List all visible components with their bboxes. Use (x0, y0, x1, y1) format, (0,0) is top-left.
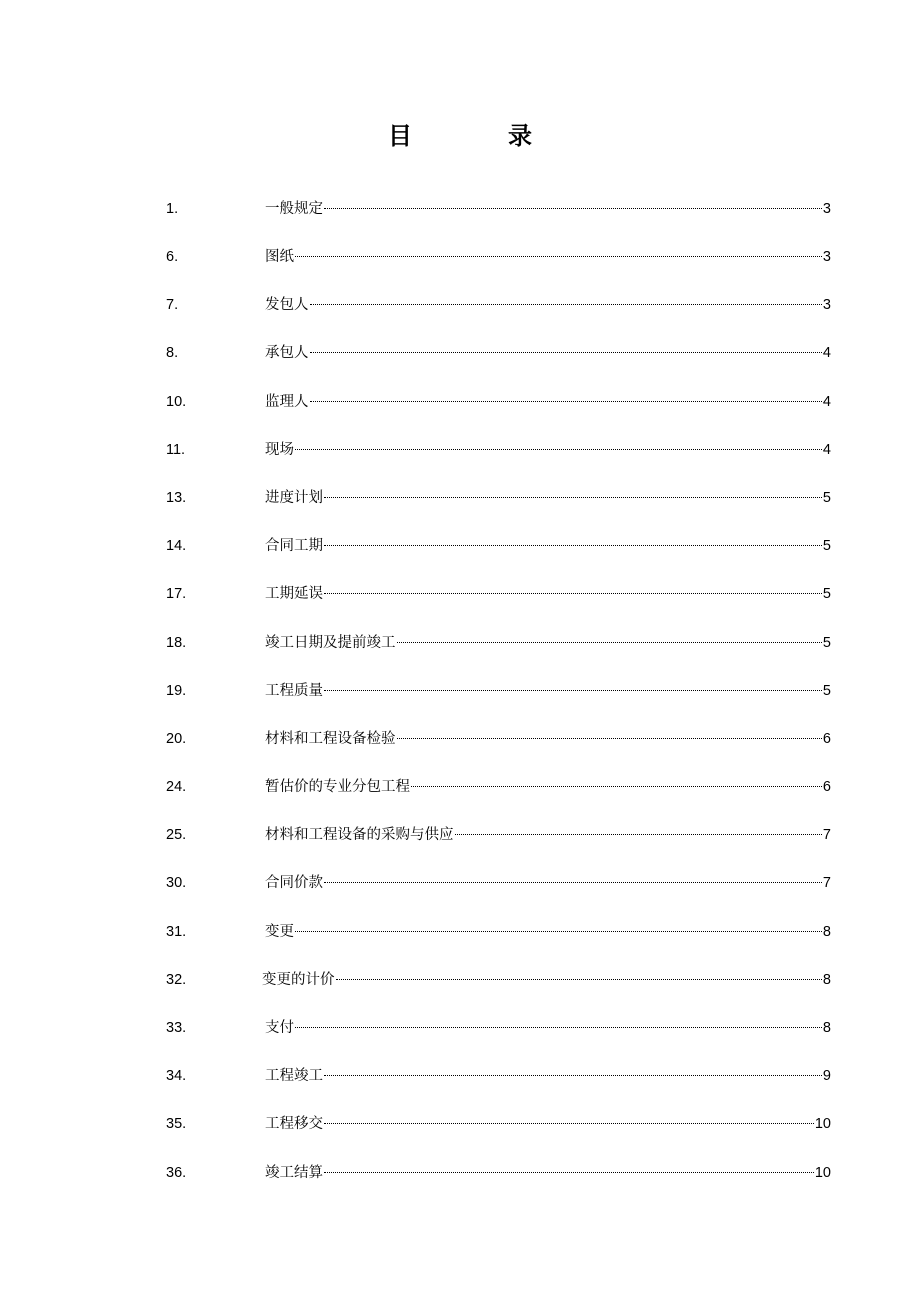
toc-page-number: 5 (822, 586, 831, 602)
toc-number: 14. (166, 538, 187, 554)
toc-dot-leader (411, 786, 822, 787)
toc-row[interactable] (0, 824, 920, 846)
toc-dot-leader (324, 690, 822, 691)
toc-row[interactable] (0, 391, 920, 413)
toc-row[interactable] (0, 776, 920, 798)
toc-label: 变更 (265, 924, 294, 940)
toc-page-number: 8 (822, 972, 831, 988)
toc-number: 17. (166, 586, 187, 602)
toc-page-number: 4 (822, 345, 831, 361)
toc-number: 34. (166, 1068, 187, 1084)
toc-number: 10. (166, 394, 187, 410)
toc-entry (265, 342, 831, 364)
toc-entry (265, 728, 831, 750)
toc-label: 承包人 (265, 345, 309, 361)
toc-number: 1. (166, 201, 179, 217)
toc-entry (265, 824, 831, 846)
toc-dot-leader (310, 352, 822, 353)
toc-dot-leader (324, 208, 822, 209)
toc-label: 竣工日期及提前竣工 (265, 635, 396, 651)
toc-label: 监理人 (265, 394, 309, 410)
toc-entry (265, 1065, 831, 1087)
toc-row[interactable] (0, 969, 920, 991)
toc-label: 竣工结算 (265, 1165, 323, 1181)
toc-dot-leader (324, 545, 822, 546)
toc-row[interactable] (0, 246, 920, 268)
toc-row[interactable] (0, 632, 920, 654)
toc-row[interactable] (0, 487, 920, 509)
toc-row[interactable] (0, 680, 920, 702)
document-title: 目 录 (388, 122, 568, 150)
toc-dot-leader (324, 1123, 814, 1124)
toc-dot-leader (324, 1172, 814, 1173)
toc-label: 支付 (265, 1020, 294, 1036)
toc-number: 6. (166, 249, 179, 265)
toc-entry (265, 776, 831, 798)
toc-row[interactable] (0, 1162, 920, 1184)
toc-label: 材料和工程设备的采购与供应 (265, 827, 454, 843)
toc-entry (265, 1113, 831, 1135)
toc-dot-leader (295, 931, 822, 932)
toc-number: 11. (166, 442, 186, 458)
toc-label: 工程质量 (265, 683, 323, 699)
toc-entry (262, 969, 831, 991)
toc-page-number: 9 (822, 1068, 831, 1084)
toc-row[interactable] (0, 583, 920, 605)
toc-label: 暂估价的专业分包工程 (265, 779, 410, 795)
toc-entry (265, 583, 831, 605)
toc-page-number: 4 (822, 442, 831, 458)
toc-page-number: 10 (814, 1165, 831, 1181)
toc-row[interactable] (0, 872, 920, 894)
toc-label: 工程移交 (265, 1116, 323, 1132)
toc-dot-leader (336, 979, 822, 980)
toc-number: 20. (166, 731, 187, 747)
toc-entry (265, 632, 831, 654)
toc-number: 35. (166, 1116, 187, 1132)
toc-page-number: 7 (822, 827, 831, 843)
toc-label: 变更的计价 (262, 972, 335, 988)
toc-page-number: 8 (822, 1020, 831, 1036)
toc-page-number: 6 (822, 779, 831, 795)
toc-label: 材料和工程设备检验 (265, 731, 396, 747)
toc-page-number: 5 (822, 490, 831, 506)
toc-row[interactable] (0, 728, 920, 750)
toc-page-number: 7 (822, 875, 831, 891)
toc-entry (265, 487, 831, 509)
toc-row[interactable] (0, 1065, 920, 1087)
toc-page-number: 3 (822, 249, 831, 265)
toc-number: 8. (166, 345, 179, 361)
toc-entry (265, 294, 831, 316)
toc-label: 合同价款 (265, 875, 323, 891)
toc-entry (265, 535, 831, 557)
toc-entry (265, 439, 831, 461)
toc-page-number: 4 (822, 394, 831, 410)
toc-row[interactable] (0, 1017, 920, 1039)
toc-dot-leader (455, 834, 822, 835)
toc-row[interactable] (0, 342, 920, 364)
toc-number: 32. (166, 972, 187, 988)
toc-page-number: 3 (822, 201, 831, 217)
toc-row[interactable] (0, 198, 920, 220)
toc-label: 图纸 (265, 249, 294, 265)
toc-label: 发包人 (265, 297, 309, 313)
toc-dot-leader (324, 882, 822, 883)
toc-number: 25. (166, 827, 187, 843)
toc-label: 工程竣工 (265, 1068, 323, 1084)
toc-entry (265, 1017, 831, 1039)
toc-row[interactable] (0, 439, 920, 461)
toc-dot-leader (295, 256, 822, 257)
toc-dot-leader (295, 449, 822, 450)
toc-number: 36. (166, 1165, 187, 1181)
toc-entry (265, 246, 831, 268)
toc-page-number: 6 (822, 731, 831, 747)
toc-number: 33. (166, 1020, 187, 1036)
toc-number: 24. (166, 779, 187, 795)
toc-entry (265, 872, 831, 894)
toc-dot-leader (295, 1027, 822, 1028)
toc-dot-leader (310, 401, 822, 402)
toc-label: 一般规定 (265, 201, 323, 217)
toc-page-number: 3 (822, 297, 831, 313)
toc-entry (265, 198, 831, 220)
toc-entry (265, 680, 831, 702)
toc-dot-leader (324, 497, 822, 498)
toc-page-number: 5 (822, 683, 831, 699)
toc-page-number: 5 (822, 538, 831, 554)
toc-number: 19. (166, 683, 187, 699)
toc-dot-leader (397, 738, 822, 739)
toc-entry (265, 391, 831, 413)
toc-page-number: 10 (814, 1116, 831, 1132)
toc-number: 18. (166, 635, 187, 651)
toc-dot-leader (324, 593, 822, 594)
toc-label: 进度计划 (265, 490, 323, 506)
toc-row[interactable] (0, 535, 920, 557)
toc-number: 30. (166, 875, 187, 891)
toc-dot-leader (397, 642, 822, 643)
toc-number: 7. (166, 297, 179, 313)
toc-page-number: 8 (822, 924, 831, 940)
toc-entry (265, 1162, 831, 1184)
toc-label: 现场 (265, 442, 294, 458)
toc-row[interactable] (0, 1113, 920, 1135)
toc-number: 13. (166, 490, 187, 506)
toc-label: 合同工期 (265, 538, 323, 554)
toc-dot-leader (324, 1075, 822, 1076)
toc-entry (265, 921, 831, 943)
toc-row[interactable] (0, 921, 920, 943)
toc-label: 工期延误 (265, 586, 323, 602)
toc-dot-leader (310, 304, 822, 305)
toc-page-number: 5 (822, 635, 831, 651)
toc-number: 31. (166, 924, 187, 940)
toc-row[interactable] (0, 294, 920, 316)
